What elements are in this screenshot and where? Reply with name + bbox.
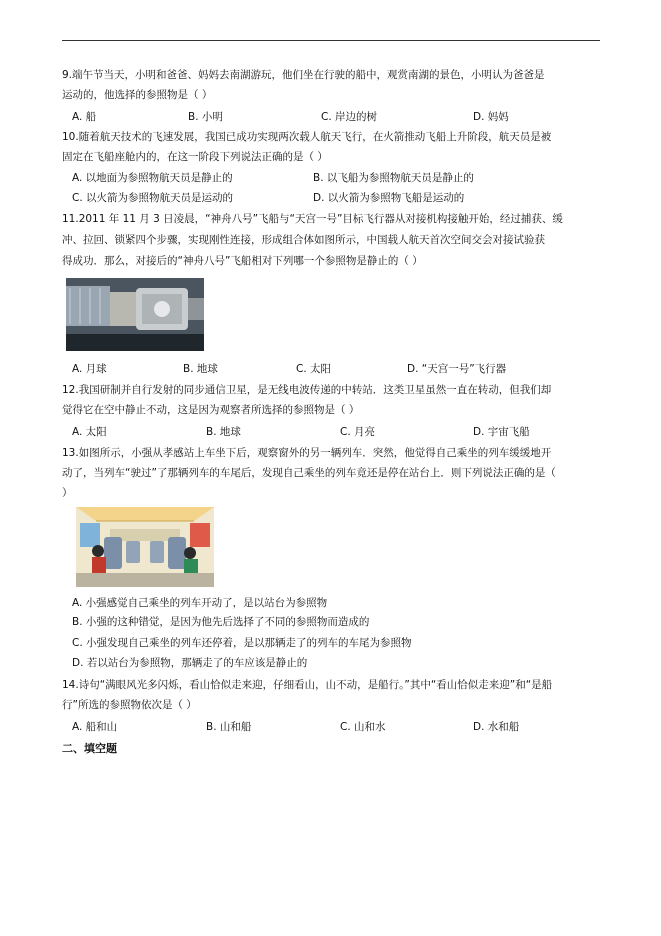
section-title-fill-in: 二、填空题	[62, 742, 117, 755]
q14-option-a: A. 船和山	[72, 721, 118, 733]
header-rule	[62, 40, 600, 41]
q13-option-c: C. 小强发现自己乘坐的列车还停着，是以那辆走了的列车的车尾为参照物	[72, 637, 412, 649]
q12-option-c: C. 月亮	[340, 426, 376, 438]
q12-option-d: D. 宇宙飞船	[473, 426, 530, 438]
q11-line3: 得成功．那么，对接后的“神舟八号”飞船相对下列哪一个参照物是静止的（ ）	[62, 255, 423, 267]
q10-line2: 固定在飞船座舱内的，在这一阶段下列说法正确的是（ ）	[62, 151, 328, 163]
q12-line1: 12.我国研制并自行发射的同步通信卫星，是无线电波传递的中转站．这类卫星虽然一直在转动，但我们却	[62, 384, 552, 396]
q11-line2: 冲、拉回、锁紧四个步骤，实现刚性连接，形成组合体如图所示，中国载人航天首次空间交会对接试验获	[62, 234, 545, 246]
train-interior-image	[76, 507, 214, 587]
spacecraft-illustration	[66, 278, 204, 351]
q12-line2: 觉得它在空中静止不动，这是因为观察者所选择的参照物是（ ）	[62, 404, 360, 416]
q12-option-b: B. 地球	[206, 426, 241, 438]
train-illustration	[76, 507, 214, 587]
q9-option-a: A. 船	[72, 111, 97, 123]
q9-option-c: C. 岸边的树	[321, 111, 378, 123]
q11-option-a: A. 月球	[72, 363, 107, 375]
q14-option-c: C. 山和水	[340, 721, 386, 733]
q9-option-d: D. 妈妈	[473, 111, 509, 123]
q13-option-b: B. 小强的这种错觉，是因为他先后选择了不同的参照物而造成的	[72, 616, 370, 628]
q13-line1: 13.如图所示，小强从孝感站上车坐下后，观察窗外的另一辆列车．突然，他觉得自己乘坐的列车缓缓地开	[62, 447, 552, 459]
q14-option-b: B. 山和船	[206, 721, 252, 733]
q12-option-a: A. 太阳	[72, 426, 107, 438]
q10-line1: 10.随着航天技术的飞速发展，我国已成功实现两次载人航天飞行，在火箭推动飞船上升阶段，航天员是被	[62, 131, 552, 143]
q14-line2: 行”所选的参照物依次是（ ）	[62, 699, 197, 711]
q13-option-a: A. 小强感觉自己乘坐的列车开动了，是以站台为参照物	[72, 597, 328, 609]
q9-line1: 9.端午节当天，小明和爸爸、妈妈去南湖游玩，他们坐在行驶的船中，观赏南湖的景色，小明认为爸爸是	[62, 69, 545, 81]
q11-option-b: B. 地球	[183, 363, 218, 375]
q9-option-b: B. 小明	[188, 111, 223, 123]
q13-option-d: D. 若以站台为参照物，那辆走了的车应该是静止的	[72, 657, 308, 669]
q13-line2: 动了，当列车“驶过”了那辆列车的车尾后，发现自己乘坐的列车竟还是停在站台上．则下列说法正确的是（	[62, 467, 556, 479]
q9-line2: 运动的，他选择的参照物是（ ）	[62, 89, 213, 101]
q13-line3: ）	[62, 487, 73, 499]
spacecraft-docking-image	[66, 278, 204, 351]
q11-line1: 11.2011 年 11 月 3 日凌晨，“神舟八号”飞船与“天宫一号”目标飞行器从对接机构接触开始，经过捕获、缓	[62, 213, 563, 225]
q10-option-d: D. 以火箭为参照物飞船是运动的	[313, 192, 465, 204]
q14-option-d: D. 水和船	[473, 721, 520, 733]
q10-option-b: B. 以飞船为参照物航天员是静止的	[313, 172, 474, 184]
q10-option-c: C. 以火箭为参照物航天员是运动的	[72, 192, 234, 204]
q14-line1: 14.诗句“满眼风光多闪烁，看山恰似走来迎，仔细看山，山不动，是船行。”其中“看山恰似走来迎”和“是船	[62, 679, 553, 691]
q11-option-d: D. “天宫一号”飞行器	[407, 363, 507, 375]
q11-option-c: C. 太阳	[296, 363, 332, 375]
q10-option-a: A. 以地面为参照物航天员是静止的	[72, 172, 233, 184]
